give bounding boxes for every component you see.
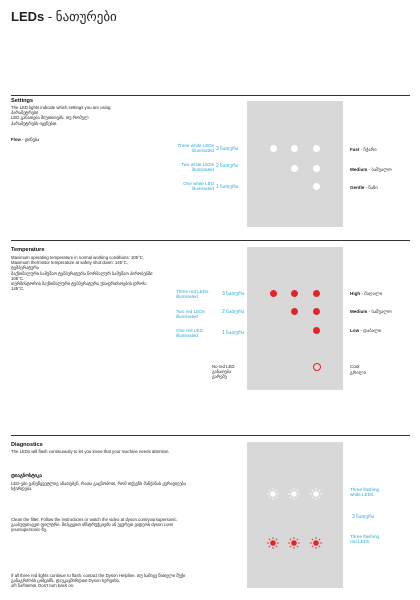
diagnostics-intro: The LEDs will flash continuously to let you know that your machine needs attention. [11,449,170,454]
red-led [291,308,298,315]
diagnostics-sub-text [11,481,186,491]
flashing-white-led [310,488,322,500]
white-flash-line: Three flashing [350,487,380,492]
settings-row-num: 1 ნათურა [216,184,239,190]
settings-row-num: 2 ნათურა [216,163,239,169]
red-flash-label [350,534,379,545]
white-flash-line: white LEDs. [350,492,375,498]
cool-rest: გრილი [350,370,366,375]
diagnostics-sub-line: სჭირდება. [11,486,33,492]
speed-label [350,185,378,191]
level-label [350,328,381,334]
diagnostics-heading: Diagnostics [11,442,43,448]
settings-rule [11,95,410,96]
no-led-label [212,364,234,380]
no-led-line: No red LED [212,364,235,369]
temperature-heading: Temperature [11,247,45,253]
diagnostics-panel [247,442,343,588]
white-led [313,145,320,152]
temperature-line: მაქსიმალური სამუშაო ტემპერატურა ნორმალურ სამუშაო პირობებში: [11,270,154,276]
red-led [313,290,320,297]
settings-row-label: Two white LEDs illuminated [181,162,214,173]
settings-line: პარამეტრები [11,110,39,116]
filter-text [11,517,178,533]
title-bold: LEDs [11,9,45,24]
settings-heading: Settings [11,98,34,104]
white-led [291,165,298,172]
diagnostics-rule [11,435,410,436]
level-bold: High [350,291,361,296]
temperature-line: ტემპერატურა [11,265,39,271]
red-led [313,308,320,315]
helpline-text [11,573,185,589]
flashing-red-led [288,537,300,549]
flashing-red-led [267,537,279,549]
flashing-white-led [267,488,279,500]
temperature-line: თერმისტორის მაქსიმალური ტემპერატურა უსაფრთხოების დროს: [11,281,147,287]
level-rest: - დაბალი [359,328,382,333]
settings-row-num: 3 ნათურა [216,146,239,152]
helpline-line: განაგრძობს ციმციმს, დაუკავშირდით Dyson სერვისს. [11,578,120,584]
white-led [313,183,320,190]
unlit-red-led [313,363,321,371]
filter-line: Clean the filter. Follow the instructions or watch the video at dyson.com/yoursupersonic. [11,517,178,522]
speed-rest: - ჩქარი [359,147,377,152]
red-led [291,290,298,297]
temperature-row-label: Three red LEDs illuminated [176,289,209,300]
title-rest: - ნათურები [44,9,117,24]
settings-line: LED განათება მიუთითებს, თუ რომელ [11,115,89,121]
level-bold: Medium [350,309,368,314]
level-bold: Low [350,328,360,333]
settings-line: The LED lights indicate which settings you are using. [11,105,112,110]
red-led [313,327,320,334]
diagnostics-sub-heading: დიაგნოსტიკა [11,474,42,479]
white-flash-label [350,487,379,498]
settings-panel [247,101,343,227]
settings-line: პარამეტრებს იყენებთ. [11,120,58,126]
speed-bold: Gentle [350,185,365,190]
temperature-row-num: 2 ნათურა [222,309,245,315]
no-led-line: განათება [212,369,232,375]
flashing-white-led [288,488,300,500]
temperature-row-num: 3 ნათურა [222,291,245,297]
settings-text [11,105,112,126]
level-label [350,309,392,315]
temperature-line: 145°C. [11,286,25,292]
speed-label [350,167,392,173]
helpline-line: If all three red lights continue to flash, contact the Dyson Helpline. თუ სამივე წითელი შუქი [11,573,186,578]
temperature-text [11,255,153,291]
level-rest: - მაღალი [360,291,383,296]
page-title [11,9,117,25]
white-led [270,145,277,152]
flow-rest: - დინება [20,137,40,142]
no-led-line: გარეშე [212,374,227,380]
speed-bold: Medium [350,167,368,172]
settings-row-label: One white LED illuminated [183,181,214,192]
temperature-line: Maximum operating temperature in normal working conditions: 105°C. [11,255,145,260]
red-flash-line: Three flashing [350,534,380,539]
temperature-row-label: Two red LEDs illuminated [176,309,205,320]
filter-line: yoursupersonic-ზე. [11,527,48,533]
speed-label [350,147,377,153]
flow-bold: Flow [11,137,21,142]
speed-rest: - საშუალო [367,167,392,172]
settings-row-label: Three white LEDs illuminated [177,143,214,154]
helpline-line: არ ჩართოთ. Don't turn back on. [11,583,75,589]
filter-line: გაასუფთავეთ ფილტრი. მიჰყევით ინსტრუქციებს ან უყურეთ ვიდეოს dyson.com/ [11,522,174,528]
cool-label [350,364,366,376]
speed-bold: Fast [350,147,360,152]
flashing-red-led [310,537,322,549]
red-flash-line: red LEDs. [350,539,371,545]
temperature-line: Maximum thermistor temperature at safety shut down: 145°C. [11,260,129,266]
diagnostics-num: 3 ნათურა [352,514,375,520]
white-led [291,145,298,152]
red-led [270,290,277,297]
flow-label [11,137,39,142]
level-label [350,291,382,297]
level-rest: - საშუალო [367,309,392,314]
speed-rest: - ნაზი [364,185,378,190]
temperature-rule [11,240,410,241]
temperature-row-num: 1 ნათურა [222,330,245,336]
temperature-panel [247,247,343,390]
white-led [313,165,320,172]
diagnostics-sub-line: LED-ები განუწყვეტლივ ანათებენ, რათა გაცნობოთ, რომ თქვენს მანქანას ყურადღება [11,481,186,486]
temperature-line: 105°C. [11,275,25,281]
temperature-row-label: One red LED illuminated [176,328,203,339]
cool-bold: Cool [350,364,360,369]
